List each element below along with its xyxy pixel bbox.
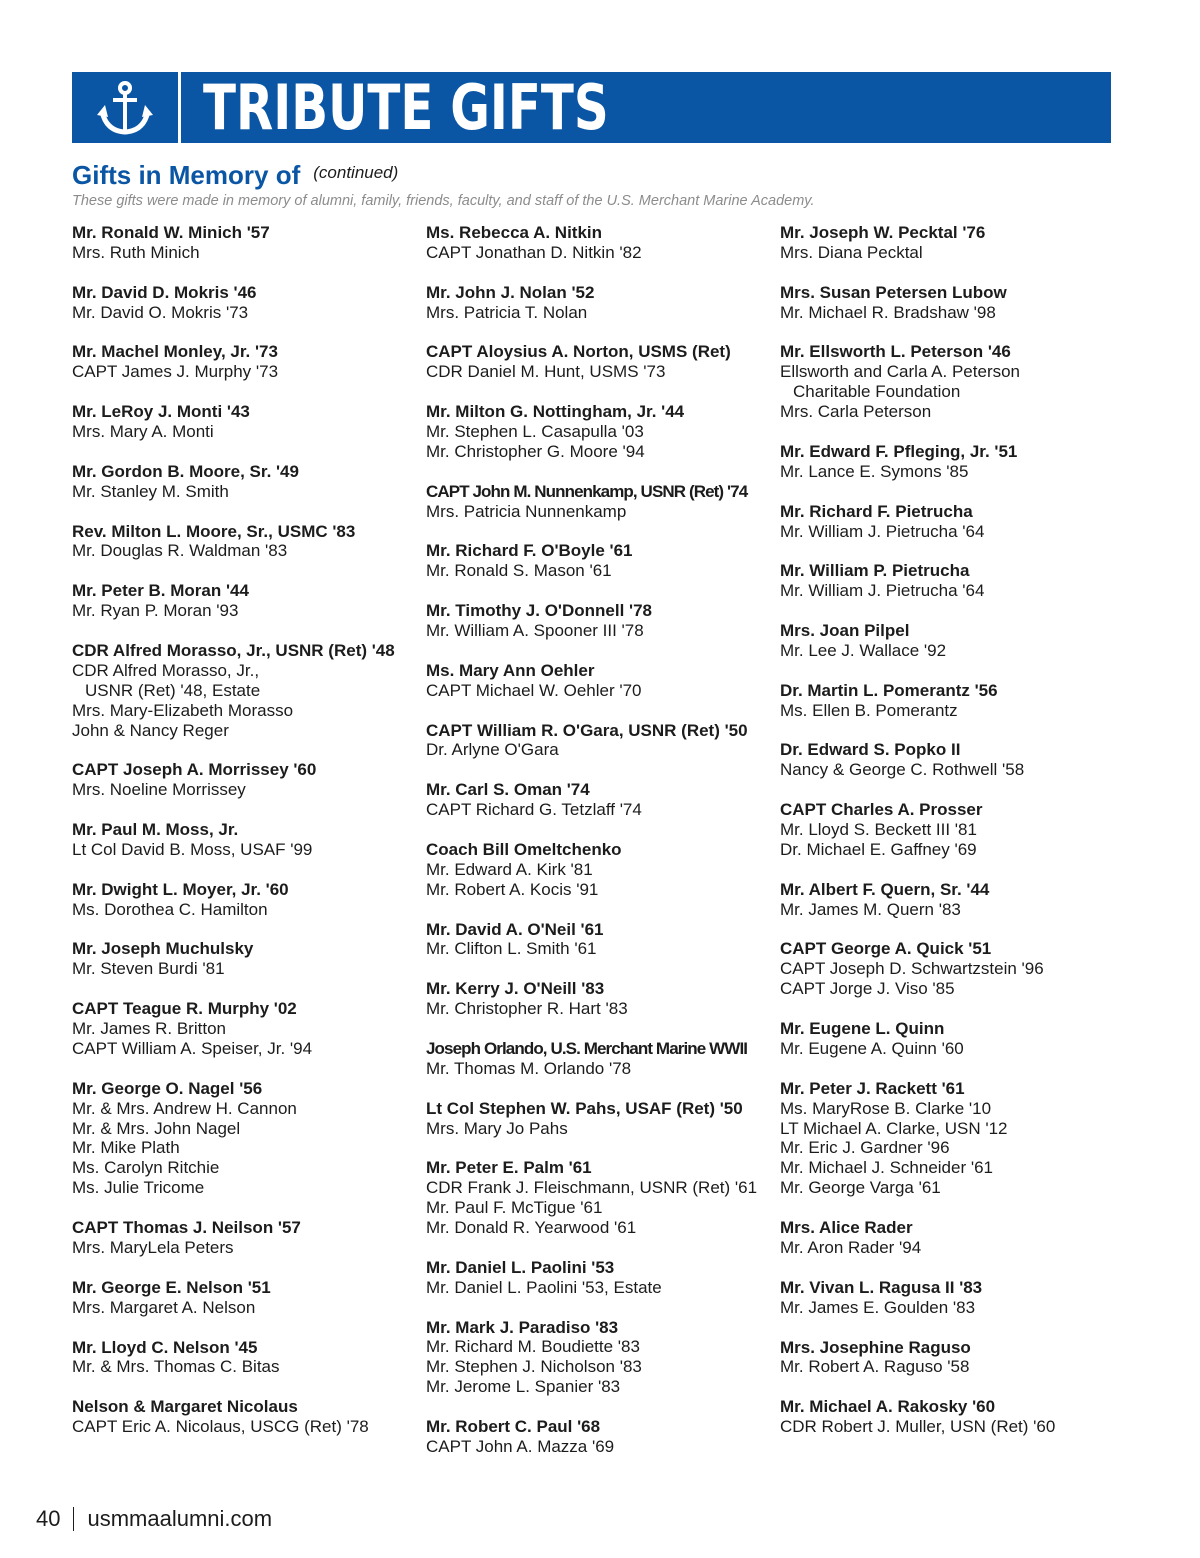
donor-name: Mr. Lee J. Wallace '92 xyxy=(780,640,947,660)
honoree-name: Mrs. Susan Petersen Lubow xyxy=(780,282,1007,302)
memorial-entry xyxy=(72,999,417,1059)
memorial-entry xyxy=(72,342,417,382)
memorial-entry xyxy=(72,462,417,502)
donor-name: Ms. MaryRose B. Clarke '10 xyxy=(780,1098,992,1118)
donor-name: Mr. David O. Mokris '73 xyxy=(72,302,249,322)
memorial-entry xyxy=(426,223,771,263)
footer-separator xyxy=(73,1507,74,1531)
donor-name: Ellsworth and Carla A. Peterson xyxy=(780,362,1021,382)
memorial-entry xyxy=(780,442,1125,482)
honoree-name: Mr. Dwight L. Moyer, Jr. '60 xyxy=(72,879,289,899)
donor-name: Mr. Donald R. Yearwood '61 xyxy=(426,1218,637,1238)
memorial-entry xyxy=(780,1338,1125,1378)
honoree-name: CAPT John M. Nunnenkamp, USNR (Ret) '74 xyxy=(426,481,748,501)
donor-name: Mr. Eric J. Gardner '96 xyxy=(780,1138,950,1158)
honoree-name: Mrs. Joan Pilpel xyxy=(780,621,910,641)
honoree-name: Mr. Timothy J. O'Donnell '78 xyxy=(426,601,652,621)
donor-name: Mrs. Carla Peterson xyxy=(780,402,932,422)
donor-name: Mr. Stephen L. Casapulla '03 xyxy=(426,422,644,442)
memorial-entry xyxy=(780,800,1125,860)
memorial-entry xyxy=(426,283,771,323)
honoree-name: CAPT William R. O'Gara, USNR (Ret) '50 xyxy=(426,720,748,740)
honoree-name: Mr. Peter B. Moran '44 xyxy=(72,581,249,601)
section-subtitle: These gifts were made in memory of alumni, family, friends, faculty, and staff of the U.S. Merchant Marine Academy. xyxy=(72,193,815,209)
donor-name: Mr. Michael J. Schneider '61 xyxy=(780,1158,994,1178)
memorial-entry xyxy=(426,1318,771,1398)
honoree-name: CAPT Joseph A. Morrissey '60 xyxy=(72,760,317,780)
donor-name: Mr. William J. Pietrucha '64 xyxy=(780,581,985,601)
honoree-name: Mr. George O. Nagel '56 xyxy=(72,1078,263,1098)
memorial-entry xyxy=(72,880,417,920)
donor-name: Mr. Lloyd S. Beckett III '81 xyxy=(780,820,977,840)
donor-name: Charitable Foundation xyxy=(793,382,961,402)
honoree-name: Coach Bill Omeltchenko xyxy=(426,839,622,859)
donor-name: Mr. Christopher G. Moore '94 xyxy=(426,441,645,461)
donor-name: Mr. Thomas M. Orlando '78 xyxy=(426,1058,632,1078)
honoree-name: CAPT Thomas J. Neilson '57 xyxy=(72,1218,301,1238)
page-footer xyxy=(36,1506,272,1532)
donor-name: Ms. Julie Tricome xyxy=(72,1178,205,1198)
memorial-entry xyxy=(780,1019,1125,1059)
honoree-name: Mrs. Josephine Raguso xyxy=(780,1337,971,1357)
footer-website: usmmaalumni.com xyxy=(87,1506,273,1531)
memorial-entry xyxy=(426,601,771,641)
donor-name: Mr. Ronald S. Mason '61 xyxy=(426,561,612,581)
honoree-column-1 xyxy=(72,223,417,1457)
honoree-name: Lt Col Stephen W. Pahs, USAF (Ret) '50 xyxy=(426,1098,743,1118)
donor-name: Mr. Eugene A. Quinn '60 xyxy=(780,1038,964,1058)
memorial-entry xyxy=(426,1158,771,1238)
honoree-name: Mr. Daniel L. Paolini '53 xyxy=(426,1257,615,1277)
donor-name: CAPT Michael W. Oehler '70 xyxy=(426,680,642,700)
memorial-entry xyxy=(780,740,1125,780)
donor-name: USNR (Ret) '48, Estate xyxy=(85,680,261,700)
donor-name: Mr. Richard M. Boudiette '83 xyxy=(426,1337,640,1357)
donor-name: Mr. Mike Plath xyxy=(72,1138,180,1158)
memorial-entry xyxy=(72,1397,417,1437)
page-number: 40 xyxy=(36,1506,61,1531)
honoree-name: CAPT Teague R. Murphy '02 xyxy=(72,999,297,1019)
memorial-entry xyxy=(426,402,771,462)
page-title: TRIBUTE GIFTS xyxy=(203,71,609,144)
memorial-entry xyxy=(72,1079,417,1198)
honoree-name: Mr. Michael A. Rakosky '60 xyxy=(780,1397,996,1417)
honoree-name: Mrs. Alice Rader xyxy=(780,1218,913,1238)
honoree-name: Mr. George E. Nelson '51 xyxy=(72,1277,271,1297)
honoree-name: Mr. Richard F. O'Boyle '61 xyxy=(426,541,633,561)
honoree-name: Ms. Rebecca A. Nitkin xyxy=(426,223,603,242)
donor-name: Lt Col David B. Moss, USAF '99 xyxy=(72,839,313,859)
donor-name: Mr. Michael R. Bradshaw '98 xyxy=(780,302,996,322)
honoree-name: Mr. Vivan L. Ragusa II '83 xyxy=(780,1277,983,1297)
memorial-entry xyxy=(426,840,771,900)
donor-name: Mr. James E. Goulden '83 xyxy=(780,1297,976,1317)
memorial-entry xyxy=(780,1278,1125,1318)
donor-name: CDR Frank J. Fleischmann, USNR (Ret) '61 xyxy=(426,1178,758,1198)
donor-name: Mr. Clifton L. Smith '61 xyxy=(426,939,597,959)
honoree-name: Mr. Kerry J. O'Neill '83 xyxy=(426,979,605,999)
donor-name: CAPT Joseph D. Schwartzstein '96 xyxy=(780,959,1044,979)
honoree-name: Mr. Robert C. Paul '68 xyxy=(426,1417,601,1437)
donor-name: Mr. Robert A. Raguso '58 xyxy=(780,1357,970,1377)
honoree-name: Mr. Peter E. Palm '61 xyxy=(426,1158,592,1178)
anchor-icon xyxy=(72,72,178,143)
donor-name: CAPT Richard G. Tetzlaff '74 xyxy=(426,800,642,820)
honoree-name: Mr. David D. Mokris '46 xyxy=(72,282,257,302)
honoree-name: Dr. Martin L. Pomerantz '56 xyxy=(780,680,998,700)
donor-name: Mr. & Mrs. John Nagel xyxy=(72,1118,241,1138)
donor-name: Mr. Ryan P. Moran '93 xyxy=(72,601,239,621)
honoree-name: Mr. Peter J. Rackett '61 xyxy=(780,1078,965,1098)
memorial-entry xyxy=(426,661,771,701)
donor-name: Mr. Christopher R. Hart '83 xyxy=(426,999,628,1019)
donor-name: Mr. James M. Quern '83 xyxy=(780,899,961,919)
honoree-name: Mr. Eugene L. Quinn xyxy=(780,1019,945,1039)
memorial-entry xyxy=(780,1079,1125,1198)
donor-name: Mr. Lance E. Symons '85 xyxy=(780,461,969,481)
donor-name: Dr. Arlyne O'Gara xyxy=(426,740,559,760)
donor-name: CAPT Eric A. Nicolaus, USCG (Ret) '78 xyxy=(72,1417,369,1437)
donor-name: Ms. Dorothea C. Hamilton xyxy=(72,899,268,919)
memorial-entry xyxy=(780,681,1125,721)
donor-name: Ms. Ellen B. Pomerantz xyxy=(780,700,958,720)
donor-name: Mr. Robert A. Kocis '91 xyxy=(426,879,599,899)
donor-name: Dr. Michael E. Gaffney '69 xyxy=(780,839,977,859)
donor-name: CDR Robert J. Muller, USN (Ret) '60 xyxy=(780,1417,1056,1437)
donor-name: Mrs. MaryLela Peters xyxy=(72,1238,234,1257)
memorial-entry xyxy=(780,1397,1125,1437)
donor-name: Mr. Stanley M. Smith xyxy=(72,481,229,501)
donor-name: Mr. Edward A. Kirk '81 xyxy=(426,859,593,879)
memorial-entry xyxy=(72,283,417,323)
honoree-name: Mr. Carl S. Oman '74 xyxy=(426,780,590,800)
honoree-name: Joseph Orlando, U.S. Merchant Marine WWII xyxy=(426,1038,748,1058)
memorial-entry xyxy=(426,1099,771,1139)
donor-name: Mr. & Mrs. Thomas C. Bitas xyxy=(72,1357,280,1377)
honoree-name: CDR Alfred Morasso, Jr., USNR (Ret) '48 xyxy=(72,640,395,660)
memorial-entry xyxy=(426,721,771,761)
donor-name: Mr. William A. Spooner III '78 xyxy=(426,621,644,641)
donor-name: Mr. William J. Pietrucha '64 xyxy=(780,521,985,541)
memorial-entry xyxy=(426,482,771,522)
donor-name: Mrs. Mary A. Monti xyxy=(72,422,214,442)
honoree-name: CAPT George A. Quick '51 xyxy=(780,939,992,959)
section-title: Gifts in Memory of xyxy=(72,160,301,190)
memorial-entry xyxy=(72,820,417,860)
honoree-name: Mr. Lloyd C. Nelson '45 xyxy=(72,1337,258,1357)
memorial-entry xyxy=(780,1218,1125,1258)
donor-name: Mrs. Ruth Minich xyxy=(72,242,200,262)
memorial-entry xyxy=(72,641,417,741)
honoree-column-2 xyxy=(426,223,771,1477)
donor-name: CAPT John A. Mazza '69 xyxy=(426,1437,615,1456)
donor-name: Mr. Daniel L. Paolini '53, Estate xyxy=(426,1277,662,1297)
donor-name: CDR Alfred Morasso, Jr., xyxy=(72,660,260,680)
honoree-name: Mr. Ellsworth L. Peterson '46 xyxy=(780,342,1011,362)
memorial-entry xyxy=(426,920,771,960)
memorial-entry xyxy=(780,283,1125,323)
memorial-entry xyxy=(72,581,417,621)
memorial-entry xyxy=(780,223,1125,263)
donor-name: Mr. Jerome L. Spanier '83 xyxy=(426,1377,621,1397)
honoree-name: Mr. Machel Monley, Jr. '73 xyxy=(72,342,278,362)
honoree-name: Mr. Milton G. Nottingham, Jr. '44 xyxy=(426,402,685,422)
honoree-name: Mr. David A. O'Neil '61 xyxy=(426,919,604,939)
section-continued: (continued) xyxy=(313,163,399,182)
honoree-name: Mr. LeRoy J. Monti '43 xyxy=(72,402,250,422)
honoree-name: Mr. Mark J. Paradiso '83 xyxy=(426,1317,619,1337)
memorial-entry xyxy=(780,880,1125,920)
memorial-entry xyxy=(780,939,1125,999)
donor-name: Ms. Carolyn Ritchie xyxy=(72,1158,220,1178)
memorial-entry xyxy=(780,502,1125,542)
donor-name: Mr. Steven Burdi '81 xyxy=(72,959,225,979)
honoree-name: Mr. John J. Nolan '52 xyxy=(426,282,595,302)
donor-name: CAPT James J. Murphy '73 xyxy=(72,362,279,382)
donor-name: Mrs. Patricia T. Nolan xyxy=(426,302,588,322)
donor-name: Mr. Douglas R. Waldman '83 xyxy=(72,541,288,561)
memorial-entry xyxy=(426,541,771,581)
honoree-name: Nelson & Margaret Nicolaus xyxy=(72,1397,298,1417)
honoree-name: Mr. Joseph W. Pecktal '76 xyxy=(780,223,986,242)
memorial-entry xyxy=(72,223,417,263)
banner-divider xyxy=(178,72,181,143)
memorial-entry xyxy=(72,1338,417,1378)
donor-name: LT Michael A. Clarke, USN '12 xyxy=(780,1118,1008,1138)
honoree-name: Mr. Ronald W. Minich '57 xyxy=(72,223,270,242)
memorial-entry xyxy=(72,939,417,979)
donor-name: Mr. & Mrs. Andrew H. Cannon xyxy=(72,1098,297,1118)
memorial-entry xyxy=(72,1278,417,1318)
honoree-column-3 xyxy=(780,223,1125,1457)
donor-name: Mrs. Margaret A. Nelson xyxy=(72,1297,256,1317)
honoree-name: Mr. Gordon B. Moore, Sr. '49 xyxy=(72,461,299,481)
memorial-entry xyxy=(426,979,771,1019)
honoree-name: CAPT Aloysius A. Norton, USMS (Ret) xyxy=(426,342,731,362)
honoree-name: Rev. Milton L. Moore, Sr., USMC '83 xyxy=(72,521,356,541)
honoree-name: Mr. William P. Pietrucha xyxy=(780,561,970,581)
donor-name: CAPT Jorge J. Viso '85 xyxy=(780,979,955,999)
donor-name: Mrs. Mary Jo Pahs xyxy=(426,1118,568,1138)
memorial-entry xyxy=(780,561,1125,601)
honoree-name: Mr. Edward F. Pfleging, Jr. '51 xyxy=(780,441,1018,461)
donor-name: Mrs. Mary-Elizabeth Morasso xyxy=(72,700,294,720)
donor-name: John & Nancy Reger xyxy=(72,720,229,740)
donor-name: CAPT Jonathan D. Nitkin '82 xyxy=(426,242,642,262)
honoree-name: CAPT Charles A. Prosser xyxy=(780,800,983,820)
memorial-entry xyxy=(780,342,1125,422)
memorial-entry xyxy=(72,522,417,562)
donor-name: Mrs. Patricia Nunnenkamp xyxy=(426,501,627,521)
memorial-entry xyxy=(426,1417,771,1457)
honoree-name: Mr. Paul M. Moss, Jr. xyxy=(72,820,239,840)
memorial-entry xyxy=(780,621,1125,661)
memorial-entry xyxy=(426,1258,771,1298)
honoree-name: Mr. Joseph Muchulsky xyxy=(72,939,254,959)
honoree-name: Dr. Edward S. Popko II xyxy=(780,740,961,760)
memorial-entry xyxy=(72,760,417,800)
honoree-name: Mr. Albert F. Quern, Sr. '44 xyxy=(780,879,990,899)
header-banner xyxy=(72,72,1111,143)
memorial-entry xyxy=(72,402,417,442)
donor-name: CAPT William A. Speiser, Jr. '94 xyxy=(72,1038,313,1058)
memorial-entry xyxy=(426,1039,771,1079)
donor-name: Mr. Aron Rader '94 xyxy=(780,1238,922,1257)
donor-name: Mr. James R. Britton xyxy=(72,1019,226,1039)
donor-name: Mr. Paul F. McTigue '61 xyxy=(426,1198,603,1218)
donor-name: Mrs. Noeline Morrissey xyxy=(72,780,246,800)
honoree-name: Mr. Richard F. Pietrucha xyxy=(780,501,973,521)
donor-name: Mr. George Varga '61 xyxy=(780,1178,941,1198)
donor-name: Mrs. Diana Pecktal xyxy=(780,242,923,262)
memorial-entry xyxy=(426,780,771,820)
donor-name: Nancy & George C. Rothwell '58 xyxy=(780,760,1025,780)
memorial-entry xyxy=(72,1218,417,1258)
donor-name: CDR Daniel M. Hunt, USMS '73 xyxy=(426,362,666,382)
memorial-entry xyxy=(426,342,771,382)
donor-name: Mr. Stephen J. Nicholson '83 xyxy=(426,1357,642,1377)
honoree-name: Ms. Mary Ann Oehler xyxy=(426,660,595,680)
section-heading xyxy=(72,160,398,191)
